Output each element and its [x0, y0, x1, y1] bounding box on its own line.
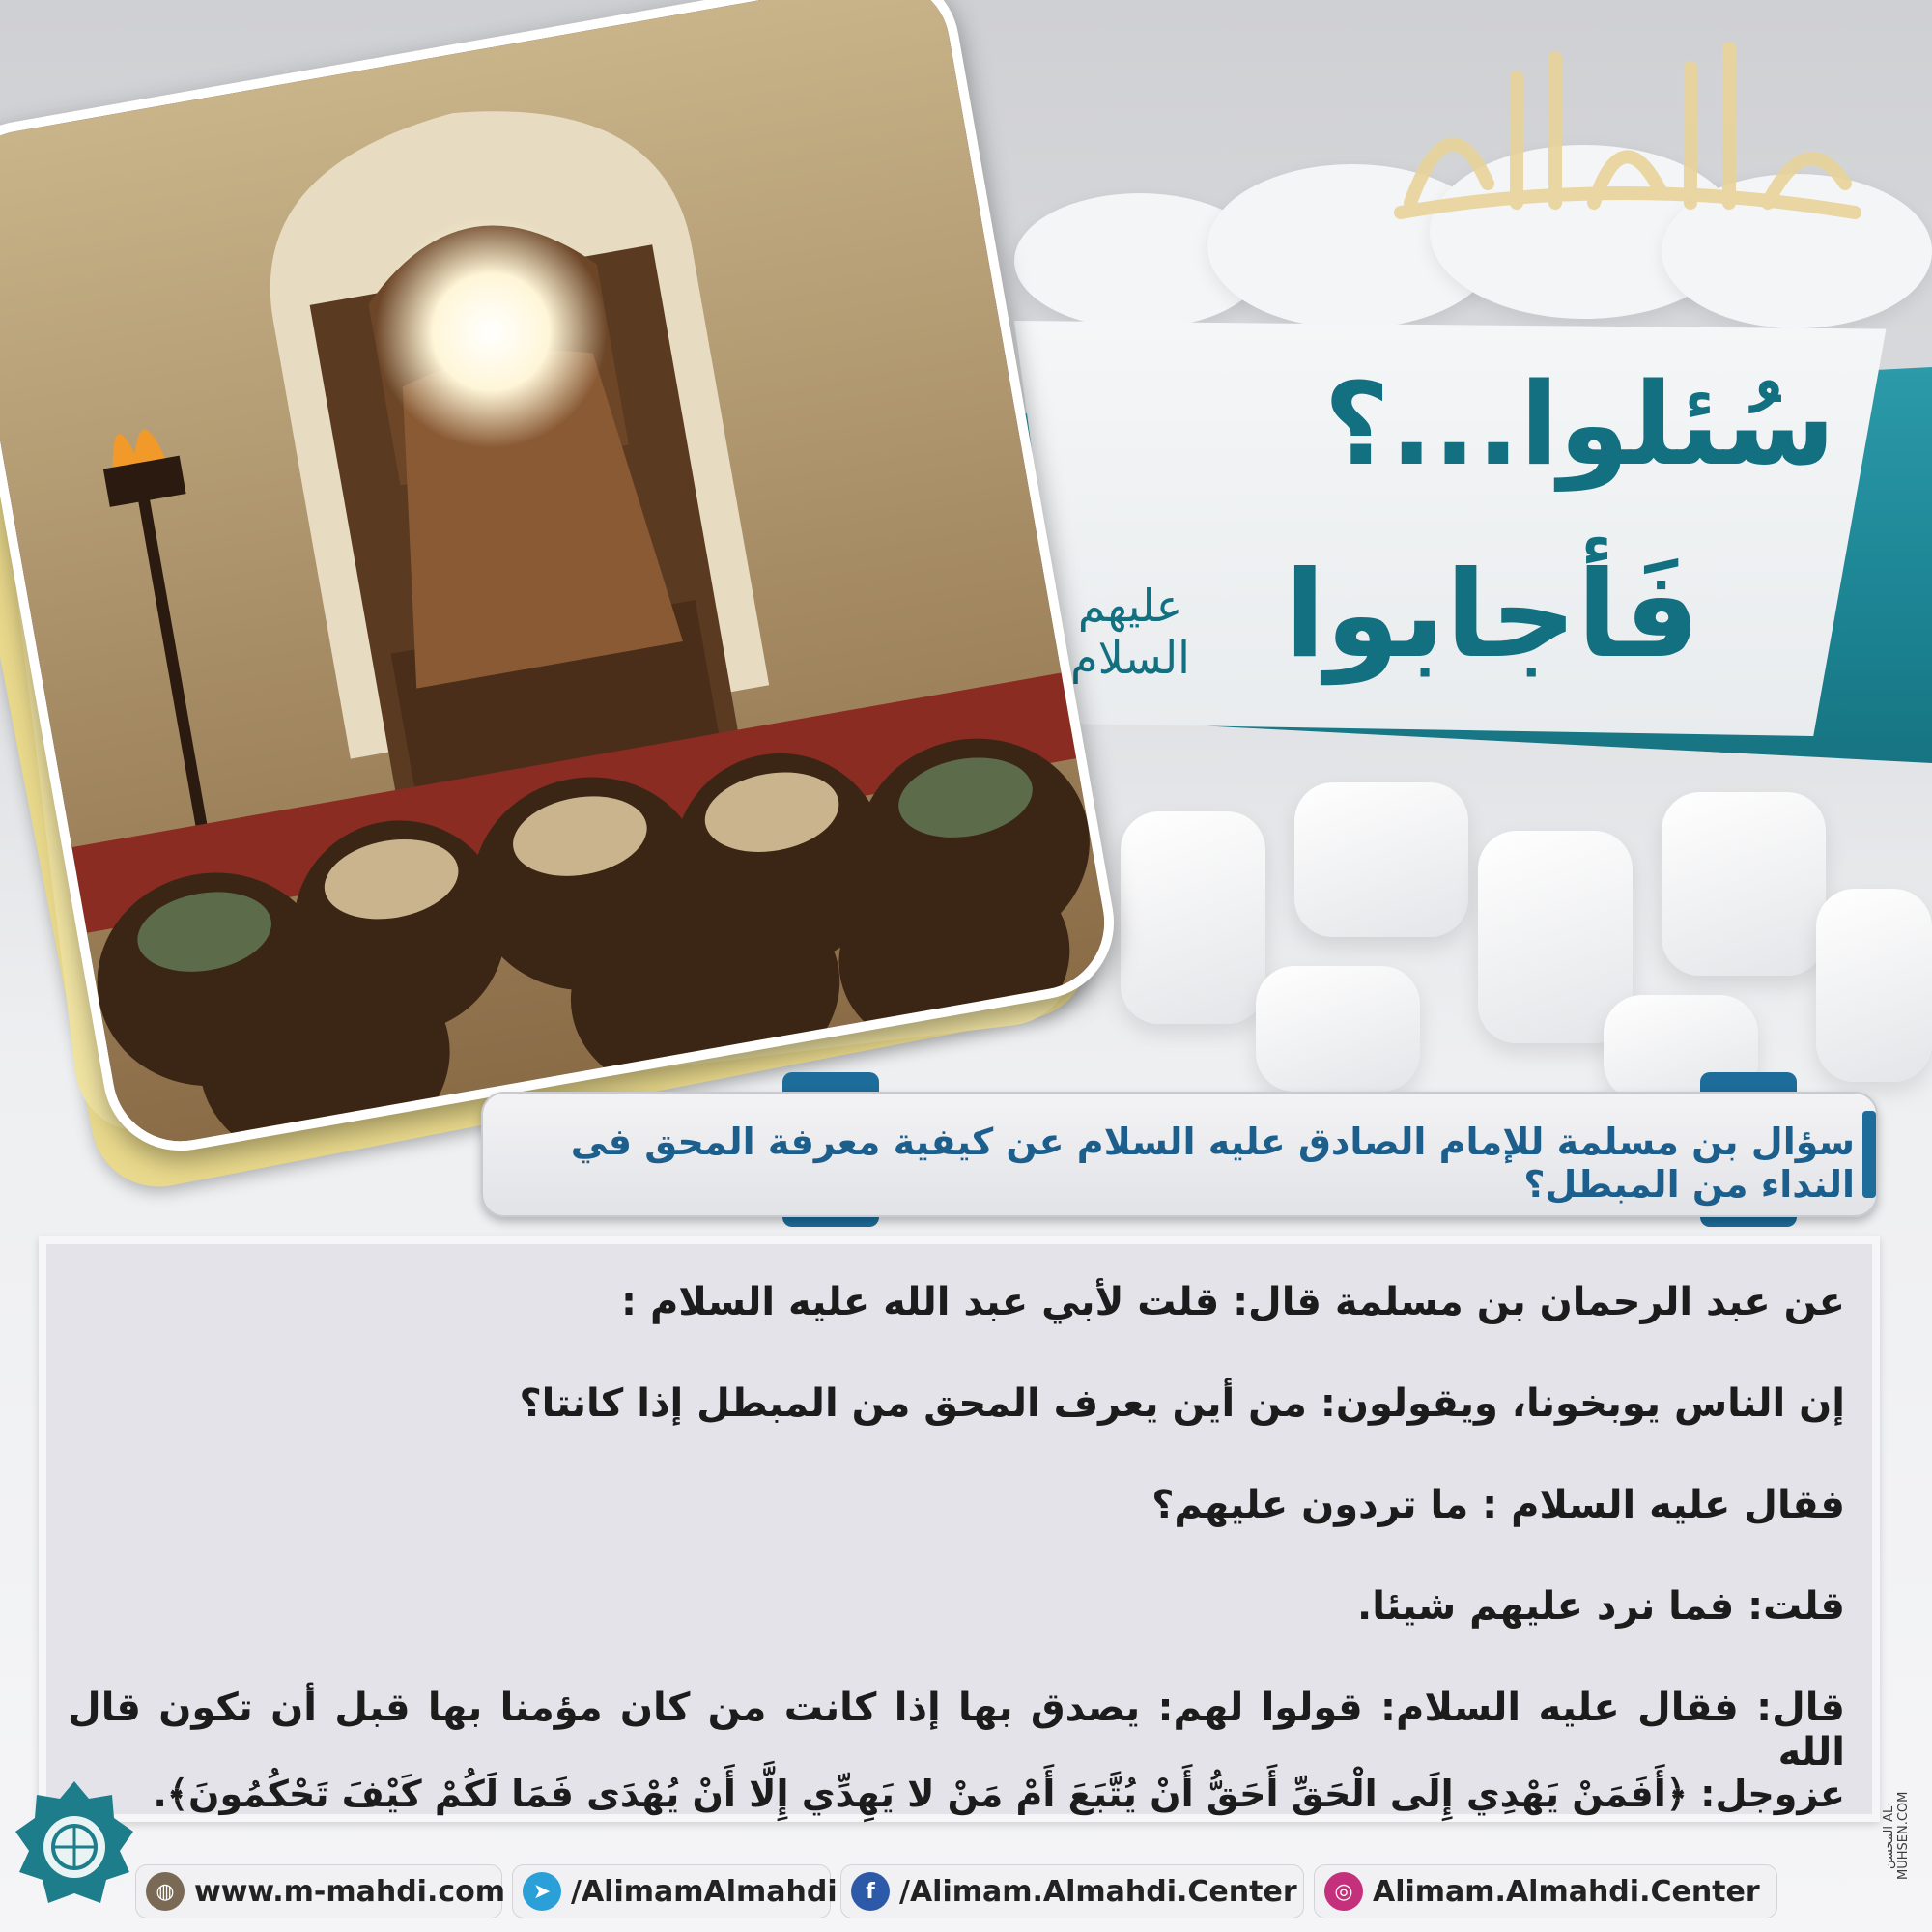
footer-facebook-label: /Alimam.Almahdi.Center	[899, 1874, 1297, 1909]
scene-illustration	[0, 0, 1126, 1163]
instagram-icon: ◎	[1324, 1872, 1363, 1911]
footer-instagram-label: Alimam.Almahdi.Center	[1373, 1874, 1760, 1909]
footer-telegram[interactable]	[512, 1864, 838, 1918]
title-line-2: فَأجابوا	[1284, 546, 1700, 685]
side-credit: المحسن AL-MUHSEN.COM	[1882, 1791, 1911, 1880]
footer-website[interactable]	[135, 1864, 506, 1918]
hadith-line-4: قلت: فما نرد عليهم شيئا.	[1357, 1584, 1845, 1629]
title-line-1: سُئلوا...؟	[1323, 357, 1835, 491]
question-text: سؤال بن مسلمة للإمام الصادق عليه السلام عن كيفية معرفة المحق في النداء من المبطل؟	[570, 1121, 1855, 1206]
facebook-icon: f	[851, 1872, 890, 1911]
globe-icon: ◍	[146, 1872, 185, 1911]
telegram-icon: ➤	[523, 1872, 561, 1911]
footer-instagram[interactable]	[1314, 1864, 1777, 1918]
calligraphy-logo	[1372, 39, 1874, 232]
hadith-line-1: عن عبد الرحمان بن مسلمة قال: قلت لأبي عبد الله عليه السلام :	[621, 1280, 1845, 1324]
footer-facebook[interactable]	[840, 1864, 1304, 1918]
footer-website-label: www.m-mahdi.com	[194, 1874, 506, 1909]
hadith-line-3: فقال عليه السلام : ما تردون عليهم؟	[1151, 1483, 1845, 1527]
title-honorific: عليهم السلام	[1070, 580, 1190, 684]
hadith-line-5: قال: فقال عليه السلام: قولوا لهم: يصدق بها إذا كانت من كان مؤمنا بها قبل أن تكون قال الله	[68, 1686, 1845, 1775]
footer-telegram-label: /AlimamAlmahdi	[571, 1874, 838, 1909]
decorative-3d-letters	[1063, 773, 1932, 1101]
center-emblem-logo	[12, 1777, 137, 1913]
hadith-line-2: إن الناس يوبخونا، ويقولون: من أين يعرف المحق من المبطل إذا كانتا؟	[519, 1381, 1845, 1426]
hadith-line-6: عزوجل: ﴿أَفَمَنْ يَهْدِي إِلَى الْحَقِّ أَحَقُّ أَنْ يُتَّبَعَ أَمْ مَنْ لا يَهِدِّي إِلَّا أَنْ يُهْدَى فَمَا لَكُمْ كَيْفَ تَحْكُمُونَ﴾.	[153, 1773, 1845, 1815]
